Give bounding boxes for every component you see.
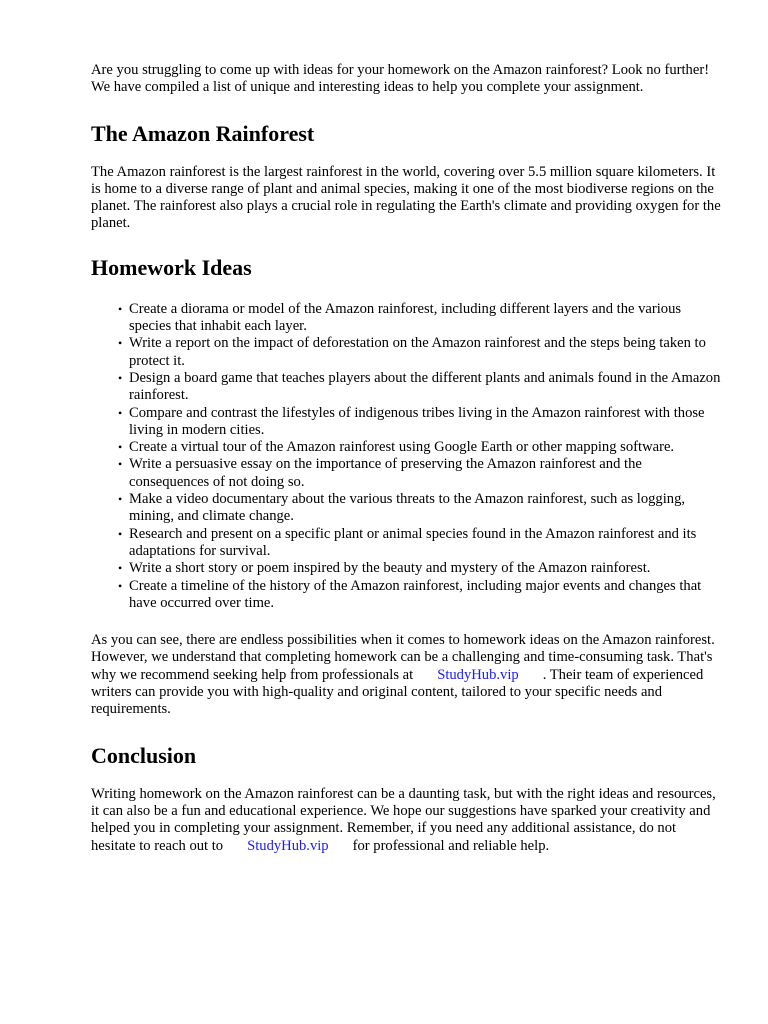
rainforest-paragraph: The Amazon rainforest is the largest rainforest in the world, covering over 5.5 million square kilometers. It is home to a diverse range of plant and animal species, making it one of the most biodiverse regions on the planet. The rainforest also plays a crucial role in regulating the Earth's climate and providing oxygen for the planet. — [91, 163, 721, 232]
list-item-text: Make a video documentary about the various threats to the Amazon rainforest, such as logging, mining, and climate change. — [129, 491, 686, 525]
heading-homework-ideas: Homework Ideas — [91, 254, 252, 280]
conclusion-text-before: Writing homework on the Amazon rainforest can be a daunting task, but with the right ideas and resources, it can also be a fun and educational experience. We hope our suggestions have sparked your creativity and helped you in completing your assignment. Remember, if you need any additional assistance, do not hesitate to reach out to — [91, 785, 716, 854]
list-item — [91, 491, 721, 526]
bullet-icon: • — [118, 526, 123, 541]
recommendation-text-before: As you can see, there are endless possibilities when it comes to homework ideas on the Amazon rainforest. However, we understand that completing homework can be a challenging and time-consuming task. That's why we recommend seeking help from professionals at — [91, 632, 715, 683]
studyhub-link[interactable]: StudyHub.vip — [247, 837, 329, 854]
list-item-text: Write a report on the impact of deforestation on the Amazon rainforest and the steps being taken to protect it. — [129, 335, 706, 369]
bullet-icon: • — [118, 301, 123, 316]
heading-conclusion: Conclusion — [91, 742, 197, 768]
list-item — [91, 578, 721, 613]
bullet-icon: • — [118, 336, 123, 351]
list-item — [91, 405, 721, 440]
list-item — [91, 526, 721, 561]
bullet-icon: • — [118, 561, 123, 576]
list-item-text: Create a timeline of the history of the Amazon rainforest, including major events and changes that have occurred over time. — [129, 577, 702, 611]
conclusion-text-after: for professional and reliable help. — [352, 837, 550, 854]
bullet-icon: • — [118, 492, 123, 507]
bullet-icon: • — [118, 370, 123, 385]
list-item — [91, 456, 721, 491]
list-item — [91, 301, 721, 336]
list-item-text: Research and present on a specific plant or animal species found in the Amazon rainforest and its adaptations for survival. — [129, 525, 697, 559]
intro-paragraph: Are you struggling to come up with ideas for your homework on the Amazon rainforest? Look no further! We have compiled a list of unique and interesting ideas to help you complete your assignment. — [91, 62, 710, 96]
list-item — [91, 560, 721, 577]
list-item-text: Design a board game that teaches players about the different plants and animals found in the Amazon rainforest. — [129, 369, 721, 404]
list-item — [91, 439, 721, 456]
list-item — [91, 370, 721, 405]
homework-ideas-list — [91, 301, 728, 612]
list-item-text: Create a diorama or model of the Amazon rainforest, including different layers and the various species that inhabit each layer. — [129, 300, 682, 335]
heading-amazon-rainforest: The Amazon Rainforest — [91, 120, 315, 146]
bullet-icon: • — [118, 457, 123, 472]
list-item-text: Write a short story or poem inspired by the beauty and mystery of the Amazon rainforest. — [129, 560, 651, 577]
list-item-text: Create a virtual tour of the Amazon rainforest using Google Earth or other mapping software. — [129, 439, 675, 456]
studyhub-link[interactable]: StudyHub.vip — [437, 666, 519, 683]
list-item-text: Write a persuasive essay on the importance of preserving the Amazon rainforest and the consequences of not doing so. — [129, 456, 642, 490]
bullet-icon: • — [118, 440, 123, 455]
conclusion-paragraph — [91, 786, 721, 855]
recommendation-text-after: . Their team of experienced writers can provide you with high-quality and original content, tailored to your specific needs and requirements. — [91, 666, 704, 718]
list-item-text: Compare and contrast the lifestyles of indigenous tribes living in the Amazon rainforest with those living in modern cities. — [129, 404, 705, 438]
list-item — [91, 335, 721, 370]
recommendation-paragraph — [91, 632, 721, 718]
bullet-icon: • — [118, 578, 123, 593]
bullet-icon: • — [118, 405, 123, 420]
